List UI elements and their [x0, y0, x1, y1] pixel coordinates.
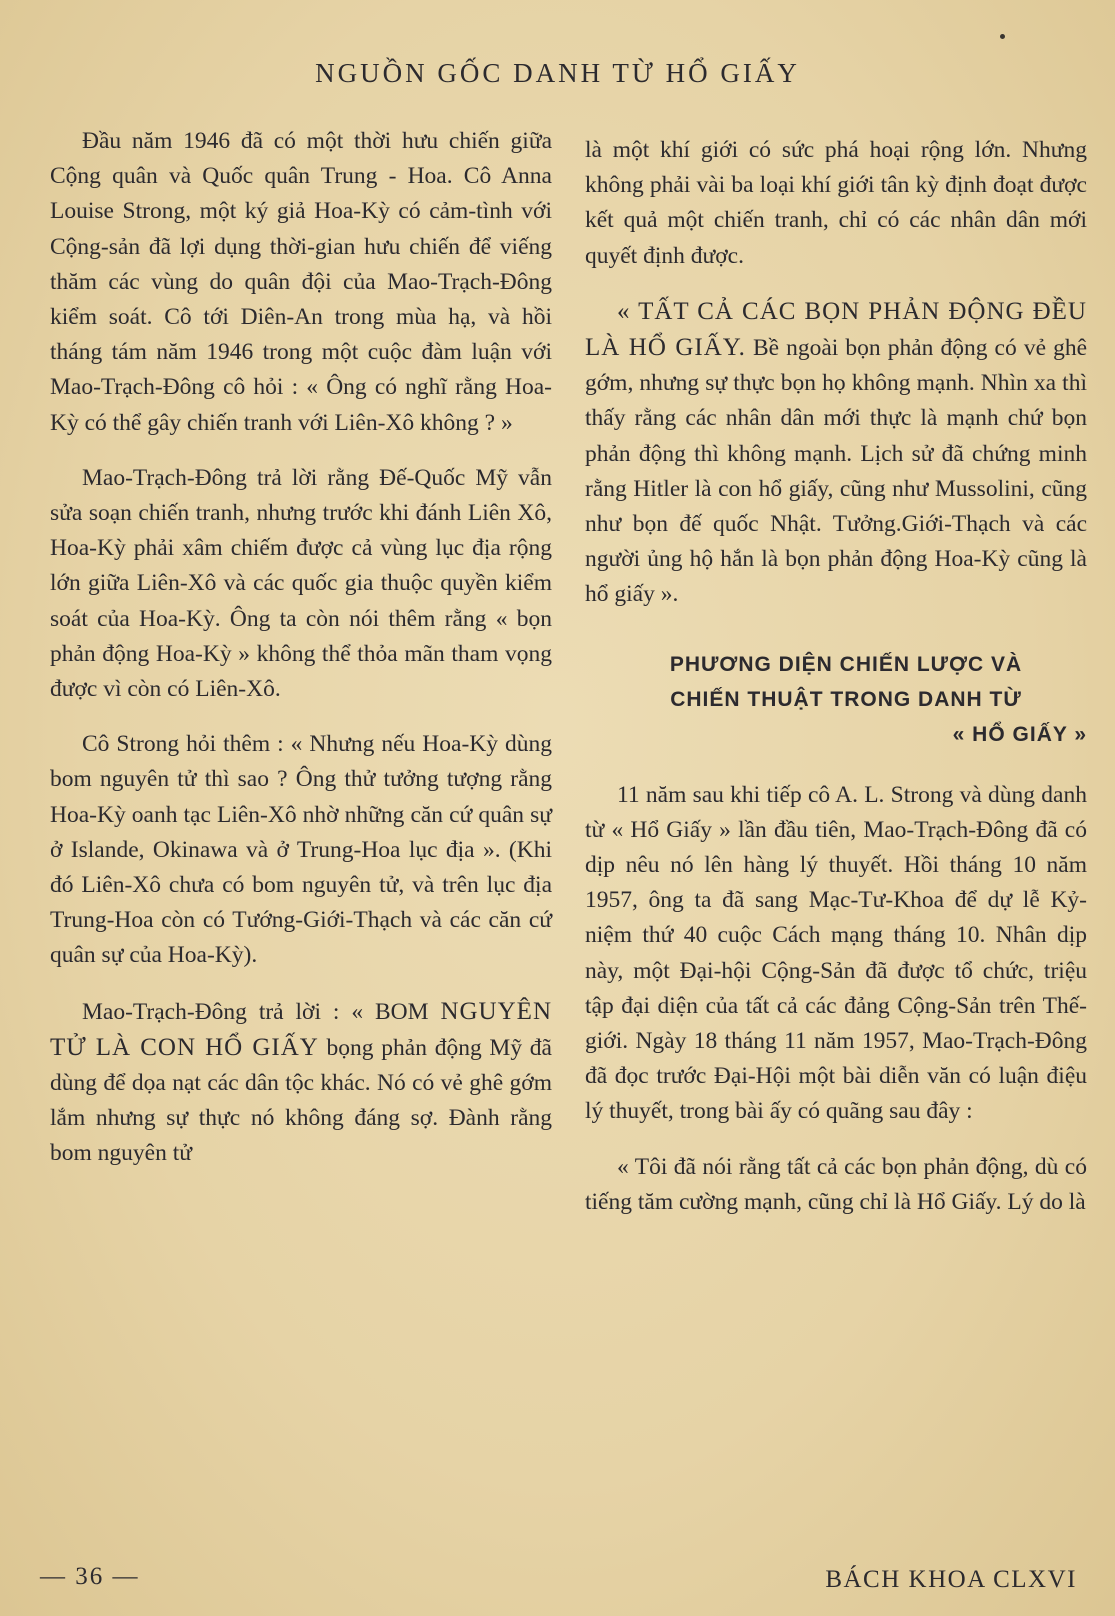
- paragraph: [50, 994, 552, 1172]
- publication-name: BÁCH KHOA CLXVI: [825, 1566, 1077, 1593]
- subheading-line: PHƯƠNG DIỆN CHIẾN LƯỢC VÀ: [669, 652, 1023, 676]
- page-number: — 36 —: [40, 1563, 140, 1590]
- paragraph: « Tôi đã nói rằng tất cả các bọn phản động, dù có tiếng tăm cường mạnh, cũng chỉ là Hổ Giấy. Lý do là: [585, 1153, 1087, 1215]
- right-column: [585, 133, 1087, 1240]
- subheading-line: « HỔ GIẤY »: [952, 722, 1087, 746]
- paragraph: Mao-Trạch-Đông trả lời rằng Đế-Quốc Mỹ vẫn sửa soạn chiến tranh, nhưng trước khi đánh Liên Xô, Hoa-Kỳ phải xâm chiếm được cả vùng lục địa rộng lớn giữa Liên-Xô và các quốc gia thuộc quyền kiểm soát của Hoa-Kỳ. Ông ta còn nói thêm rằng « bọn phản động Hoa-Kỳ » không thể thỏa mãn tham vọng được vì còn có Liên-Xô.: [50, 464, 552, 703]
- paragraph-caps-phrase: « TẤT CẢ CÁC BỌN PHẢN ĐỘNG ĐỀU LÀ HỔ GIẤY.: [585, 297, 1087, 362]
- paragraph: Cô Strong hỏi thêm : « Nhưng nếu Hoa-Kỳ dùng bom nguyên tử thì sao ? Ông thử tưởng tượng rằng Hoa-Kỳ oanh tạc Liên-Xô nhờ những căn cứ quân sự ở Islande, Okinawa và ở Trung-Hoa lục địa ». (Khi đó Liên-Xô chưa có bom nguyên tử, và trên lục địa Trung-Hoa còn có Tướng-Giới-Thạch và các căn cứ quân sự của Hoa-Kỳ).: [50, 731, 552, 969]
- paragraph: là một khí giới có sức phá hoại rộng lớn. Nhưng không phải vài ba loại khí giới tân kỳ định đoạt được kết quả một chiến tranh, chỉ có các nhân dân mới quyết định được.: [585, 137, 1087, 269]
- left-column: [50, 124, 552, 1192]
- paragraph-caps-phrase: NGUYÊN TỬ LÀ CON HỔ GIẤY: [50, 997, 552, 1061]
- page-header-title: NGUỒN GỐC DANH TỪ HỔ GIẤY: [315, 58, 800, 88]
- paragraph-text: Bề ngoài bọn phản động có vẻ ghê gớm, nhưng sự thực bọn họ không mạnh. Nhìn xa thì thấy rằng các nhân dân mới thực là mạnh chứ bọn phản động thì không mạnh. Lịch sử đã chứng minh rằng Hitler là con hổ giấy, cũng như Mussolini, cũng như bọn đế quốc Nhật. Tưởng.Giới-Thạch và các người ủng hộ hắn là bọn phản động Hoa-Kỳ cũng là hổ giấy ».: [585, 335, 1087, 608]
- paragraph-intro: Mao-Trạch-Đông trả lời : « BOM: [82, 998, 429, 1025]
- paragraph: 11 năm sau khi tiếp cô A. L. Strong và dùng danh từ « Hổ Giấy » lần đầu tiên, Mao-Trạch-Đông đã có dịp nêu nó lên hàng lý thuyết. Hồi tháng 10 năm 1957, ông ta đã sang Mạc-Tư-Khoa để dự lễ Kỷ-niệm thứ 40 cuộc Cách mạng tháng 10. Nhân dịp này, một Đại-hội Cộng-Sản đã được tổ chức, triệu tập đại diện của tất cả các đảng Cộng-Sản trên Thế-giới. Ngày 18 tháng 11 năm 1957, Mao-Trạch-Đông đã đọc trước Đại-Hội một bài diễn văn có luận điệu lý thuyết, trong bài ấy có quãng sau đây :: [585, 781, 1087, 1125]
- paragraph: Đầu năm 1946 đã có một thời hưu chiến giữa Cộng quân và Quốc quân Trung - Hoa. Cô Anna Louise Strong, một ký giả Hoa-Kỳ có cảm-tình với Cộng-sản đã lợi dụng thời-gian hưu chiến để viếng thăm các vùng do quân đội của Mao-Trạch-Đông kiểm soát. Cô tới Diên-An trong mùa hạ, và hồi tháng tám năm 1946 trong một cuộc đàm luận với Mao-Trạch-Đông cô hỏi : « Ông có nghĩ rằng Hoa-Kỳ có thể gây chiến tranh với Liên-Xô không ? »: [50, 128, 552, 436]
- ink-speck: [1000, 34, 1005, 39]
- subheading-line: CHIẾN THUẬT TRONG DANH TỪ: [670, 687, 1022, 711]
- paragraph: [585, 294, 1087, 613]
- section-subheading: [605, 647, 1087, 752]
- paragraph-text: bọng phản động Mỹ đã dùng để dọa nạt các dân tộc khác. Nó có vẻ ghê gớm lắm nhưng sự thực nó không đáng sợ. Đành rằng bom nguyên tử: [50, 1034, 552, 1167]
